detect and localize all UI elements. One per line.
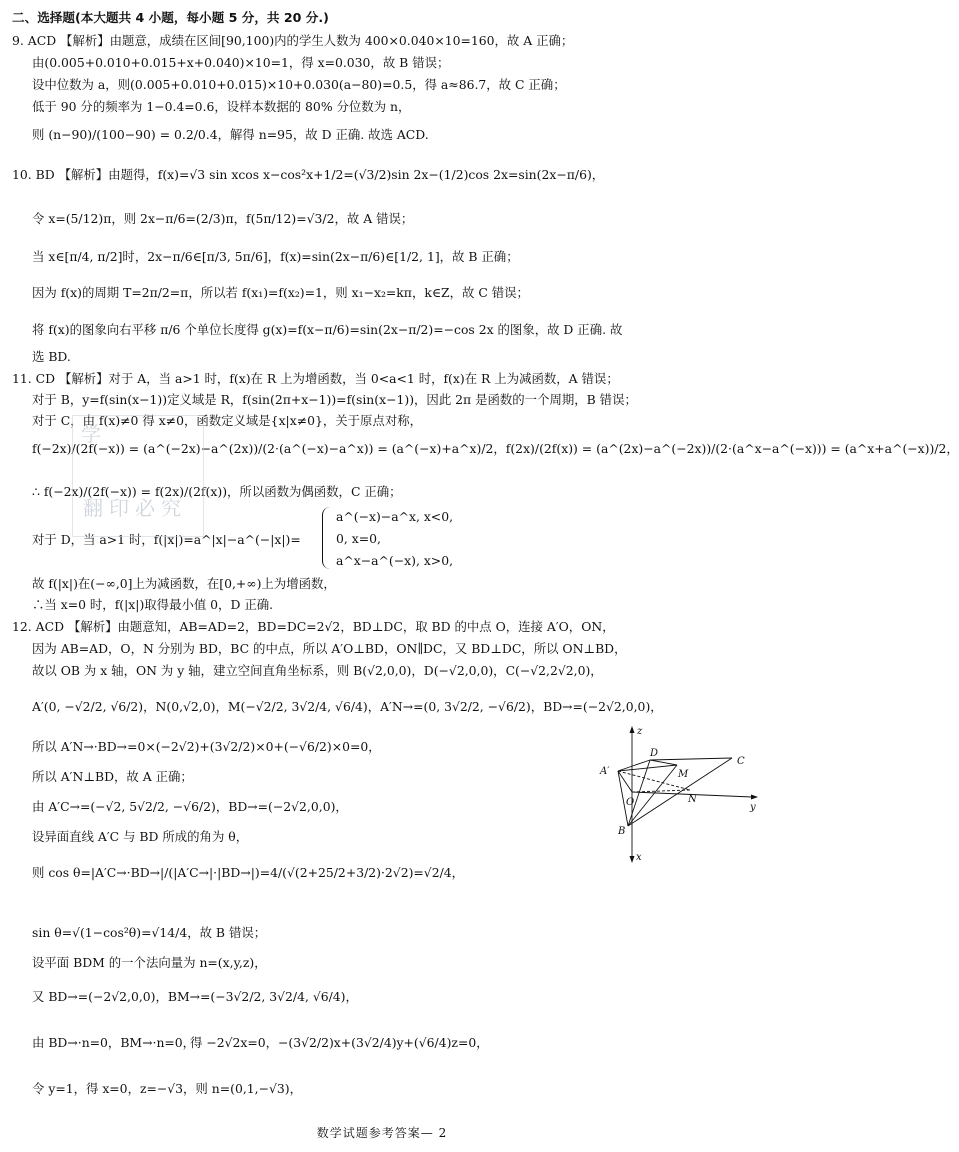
q9-line-4: 低于 90 分的频率为 1−0.4=0.6，设样本数据的 80% 分位数为 n， bbox=[32, 99, 411, 114]
label-o: O bbox=[626, 797, 635, 808]
label-n: N bbox=[688, 794, 697, 805]
q11-line-4: f(−2x)/(2f(−x)) = (a^(−2x)−a^(2x))/(2·(a^(−x)−a^x)) = (a^(−x)+a^x)/2，f(2x)/(2f(x)) = (a^(2x)−a^(−2x))/(2·(a^x−a^(−x))) = (a^x+a^(−x))/2， bbox=[32, 441, 959, 456]
q11-case-2: 0, x=0, bbox=[336, 531, 381, 546]
q10-line-6: 选 BD. bbox=[32, 349, 71, 364]
q9-line-1: 9. ACD 【解析】由题意，成绩在区间[90,100)内的学生人数为 400×0.040×10=160，故 A 正确； bbox=[12, 33, 574, 48]
section-title: 二、选择题(本大题共 4 小题，每小题 5 分，共 20 分.) bbox=[12, 10, 329, 25]
page-footer: 数学试题参考答案— 2 bbox=[316, 1126, 448, 1140]
q12-line-8: 设异面直线 A′C 与 BD 所成的角为 θ， bbox=[32, 829, 249, 844]
edge-m-b bbox=[628, 765, 677, 826]
q11-line-1: 11. CD 【解析】对于 A，当 a>1 时，f(x)在 R 上为增函数，当 0<a<1 时，f(x)在 R 上为减函数，A 错误； bbox=[12, 371, 619, 386]
q12-line-14: 令 y=1，得 x=0，z=−√3，则 n=(0,1,−√3)， bbox=[32, 1081, 302, 1096]
watermark-line-1: 学 bbox=[81, 422, 105, 446]
q12-line-2: 因为 AB=AD，O，N 分别为 BD，BC 的中点，所以 A′O⊥BD，ON∥DC，又 BD⊥DC，所以 ON⊥BD， bbox=[32, 641, 627, 656]
watermark bbox=[72, 415, 204, 537]
label-c: C bbox=[737, 756, 745, 767]
q11-line-8: ∴当 x=0 时，f(|x|)取得最小值 0，D 正确. bbox=[32, 597, 274, 612]
q9-line-2: 由(0.005+0.010+0.015+x+0.040)×10=1，得 x=0.030，故 B 错误； bbox=[32, 55, 450, 70]
label-m: M bbox=[678, 769, 689, 780]
q10-line-5: 将 f(x)的图象向右平移 π/6 个单位长度得 g(x)=f(x−π/6)=sin(2x−π/2)=−cos 2x 的图象，故 D 正确. 故 bbox=[32, 322, 623, 337]
q12-line-11: 设平面 BDM 的一个法向量为 n=(x,y,z)， bbox=[32, 955, 267, 970]
q11-line-5: ∴ f(−2x)/(2f(−x)) = f(2x)/(2f(x))，所以函数为偶函数，C 正确； bbox=[32, 484, 402, 499]
label-d: D bbox=[650, 748, 659, 759]
label-a: A′ bbox=[600, 766, 610, 777]
q10-line-1: 10. BD 【解析】由题得，f(x)=√3 sin xcos x−cos²x+1/2=(√3/2)sin 2x−(1/2)cos 2x=sin(2x−π/6)， bbox=[12, 167, 605, 182]
q11-line-7: 故 f(|x|)在(−∞,0]上为减函数，在[0,+∞)上为增函数， bbox=[32, 576, 336, 591]
q12-line-13a: 由 BD→·n=0，BM→·n=0， bbox=[32, 1035, 196, 1050]
z-arrow bbox=[630, 726, 635, 733]
q12-line-12: 又 BD→=(−2√2,0,0)，BM→=(−3√2/2, 3√2/4, √6/4)， bbox=[32, 989, 358, 1004]
watermark-line-2: 翻印必究 bbox=[83, 496, 187, 520]
q11-case-brace bbox=[322, 507, 333, 569]
label-z: z bbox=[637, 726, 643, 737]
q12-line-4: A′(0, −√2/2, √6/2)，N(0,√2,0)，M(−√2/2, 3√2/4, √6/4)，A′N→=(0, 3√2/2, −√6/2)，BD→=(−2√2,0,0)， bbox=[32, 699, 663, 714]
q12-line-13b: 得 −2√2x=0，−(3√2/2)x+(3√2/4)y+(√6/4)z=0， bbox=[190, 1035, 489, 1050]
q12-line-9: 则 cos θ=|A′C→·BD→|/(|A′C→|·|BD→|)=4/(√(2+25/2+3/2)·2√2)=√2/4， bbox=[32, 865, 465, 880]
q12-line-5: 所以 A′N→·BD→=0×(−2√2)+(3√2/2)×0+(−√6/2)×0=0， bbox=[32, 739, 381, 754]
edge-d-c bbox=[650, 758, 732, 760]
coordinate-figure-svg bbox=[592, 722, 762, 864]
label-x: x bbox=[636, 852, 642, 863]
q11-line-3: 对于 C，由 f(x)≠0 得 x≠0，函数定义域是{x|x≠0}，关于原点对称， bbox=[32, 413, 422, 428]
q11-line-2: 对于 B，y=f(sin(x−1))定义域是 R，f(sin(2π+x−1))=f(sin(x−1))，因此 2π 是函数的一个周期，B 错误； bbox=[32, 392, 637, 407]
x-arrow bbox=[630, 856, 635, 863]
q11-case-3: a^x−a^(−x), x>0, bbox=[336, 553, 454, 568]
q10-line-2: 令 x=(5/12)π，则 2x−π/6=(2/3)π，f(5π/12)=√3/2，故 A 错误； bbox=[32, 211, 414, 226]
q9-line-3: 设中位数为 a，则(0.005+0.010+0.015)×10+0.030(a−80)=0.5，得 a≈86.7，故 C 正确； bbox=[32, 77, 566, 92]
q11-line-6: 对于 D，当 a>1 时，f(|x|)=a^|x|−a^(−|x|)= bbox=[32, 532, 301, 547]
q12-line-3: 故以 OB 为 x 轴，ON 为 y 轴，建立空间直角坐标系，则 B(√2,0,0)，D(−√2,0,0)，C(−√2,2√2,0)， bbox=[32, 663, 603, 678]
y-arrow bbox=[751, 795, 758, 800]
q9-line-5: 则 (n−90)/(100−90) = 0.2/0.4，解得 n=95，故 D 正确. 故选 ACD. bbox=[32, 127, 429, 142]
q12-line-10: sin θ=√(1−cos²θ)=√14/4，故 B 错误； bbox=[32, 925, 267, 940]
label-y: y bbox=[750, 802, 756, 813]
q12-line-6: 所以 A′N⊥BD，故 A 正确； bbox=[32, 769, 193, 784]
q12-line-7: 由 A′C→=(−√2, 5√2/2, −√6/2)，BD→=(−2√2,0,0)， bbox=[32, 799, 348, 814]
edge-d-m bbox=[650, 760, 677, 765]
q10-line-3: 当 x∈[π/4, π/2]时，2x−π/6∈[π/3, 5π/6]，f(x)=sin(2x−π/6)∈[1/2, 1]，故 B 正确； bbox=[32, 249, 519, 264]
label-b: B bbox=[618, 826, 626, 837]
q12-line-1: 12. ACD 【解析】由题意知，AB=AD=2，BD=DC=2√2，BD⊥DC，取 BD 的中点 O，连接 A′O，ON， bbox=[12, 619, 615, 634]
q10-line-4: 因为 f(x)的周期 T=2π/2=π，所以若 f(x₁)=f(x₂)=1，则 x₁−x₂=kπ，k∈Z，故 C 错误； bbox=[32, 285, 529, 300]
coordinate-figure bbox=[592, 722, 762, 864]
q11-case-1: a^(−x)−a^x, x<0, bbox=[336, 509, 454, 524]
